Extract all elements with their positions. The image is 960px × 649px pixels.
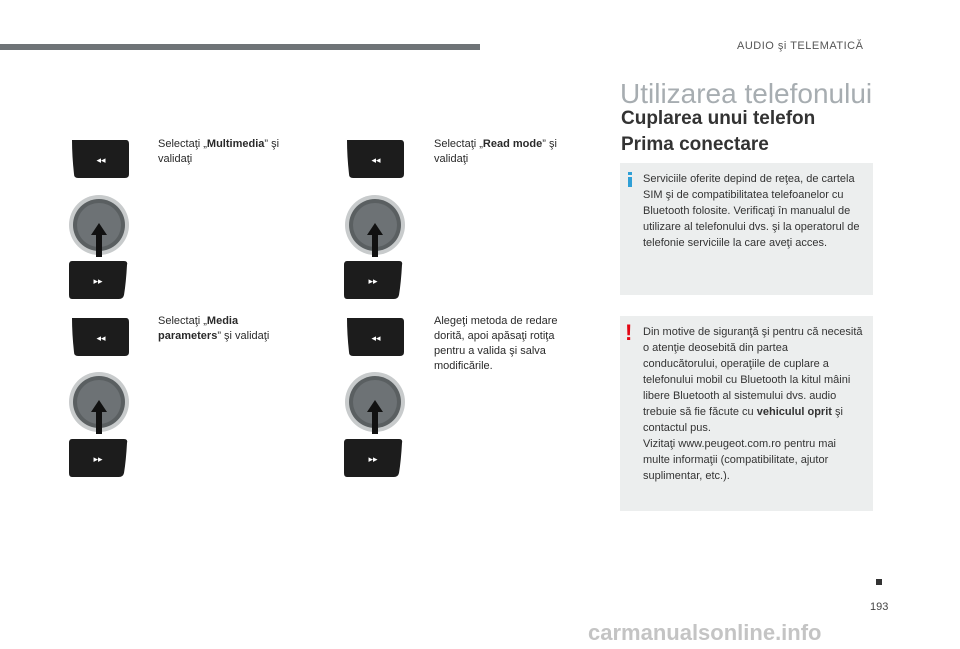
svg-text:▸▸: ▸▸ xyxy=(93,455,103,465)
svg-text:▸▸: ▸▸ xyxy=(93,277,103,287)
svg-text:▸▸: ▸▸ xyxy=(368,277,378,287)
watermark: carmanualsonline.info xyxy=(588,620,822,645)
previous-button-icon xyxy=(343,316,405,358)
info-text: Serviciile oferite depind de reţea, de cartela SIM şi de compatibilitatea telefoanelor cu Bluetooth folosite. Verificaţi în manualul de utilizare al telefonului dvs. şi la operatorul de telefonie serviciile la care aveţi acces. xyxy=(643,173,860,249)
step-text: Selectaţi „Multimedia” şi validaţi xyxy=(158,138,280,165)
previous-button-icon xyxy=(68,316,130,358)
section-heading: Cuplarea unui telefon xyxy=(621,108,816,129)
next-button-icon xyxy=(68,259,130,301)
page-number: 193 xyxy=(870,601,889,613)
svg-text:◂◂: ◂◂ xyxy=(371,334,381,344)
previous-button-icon xyxy=(68,138,130,180)
info-icon xyxy=(628,172,632,186)
svg-text:◂◂: ◂◂ xyxy=(371,156,381,166)
rotary-knob-icon xyxy=(343,372,407,436)
section-title: AUDIO şi TELEMATICĂ xyxy=(737,40,864,52)
previous-button-icon xyxy=(343,138,405,180)
warning-text: Din motive de siguranţă şi pentru că necesită o atenţie deosebită din partea conducătorului, operaţiile de cuplare a telefonului mobil cu Bluetooth la kitul mâini libere Bluetooth al sistemului dvs. audio trebuie să fie făcute cu vehiculul oprit şi contactul pus. Vizitaţi www.peugeot.com.ro pentru mai multe informaţii (compatibilitate, ajutor suplimentar, etc.). xyxy=(643,326,863,482)
svg-text:◂◂: ◂◂ xyxy=(96,334,106,344)
svg-text:◂◂: ◂◂ xyxy=(96,156,106,166)
subsection-heading: Prima conectare xyxy=(621,134,769,155)
next-button-icon xyxy=(343,259,405,301)
warning-box xyxy=(620,316,873,511)
warning-icon: ! xyxy=(625,320,633,345)
rotary-knob-icon xyxy=(67,372,131,436)
next-button-icon xyxy=(68,437,130,479)
page-title: Utilizarea telefonului xyxy=(620,78,873,109)
svg-text:▸▸: ▸▸ xyxy=(368,455,378,465)
rotary-knob-icon xyxy=(343,195,407,259)
rotary-knob-icon xyxy=(67,195,131,259)
page-marker xyxy=(876,579,882,585)
step-text: Selectaţi „Read mode” şi validaţi xyxy=(434,138,557,165)
step-text: Selectaţi „Media parameters” şi validaţi xyxy=(158,315,270,342)
header-bar xyxy=(0,44,480,50)
next-button-icon xyxy=(343,437,405,479)
step-text: Alegeţi metoda de redare dorită, apoi apăsaţi rotiţa pentru a valida şi salva modificările. xyxy=(434,315,558,372)
info-box xyxy=(620,163,873,295)
